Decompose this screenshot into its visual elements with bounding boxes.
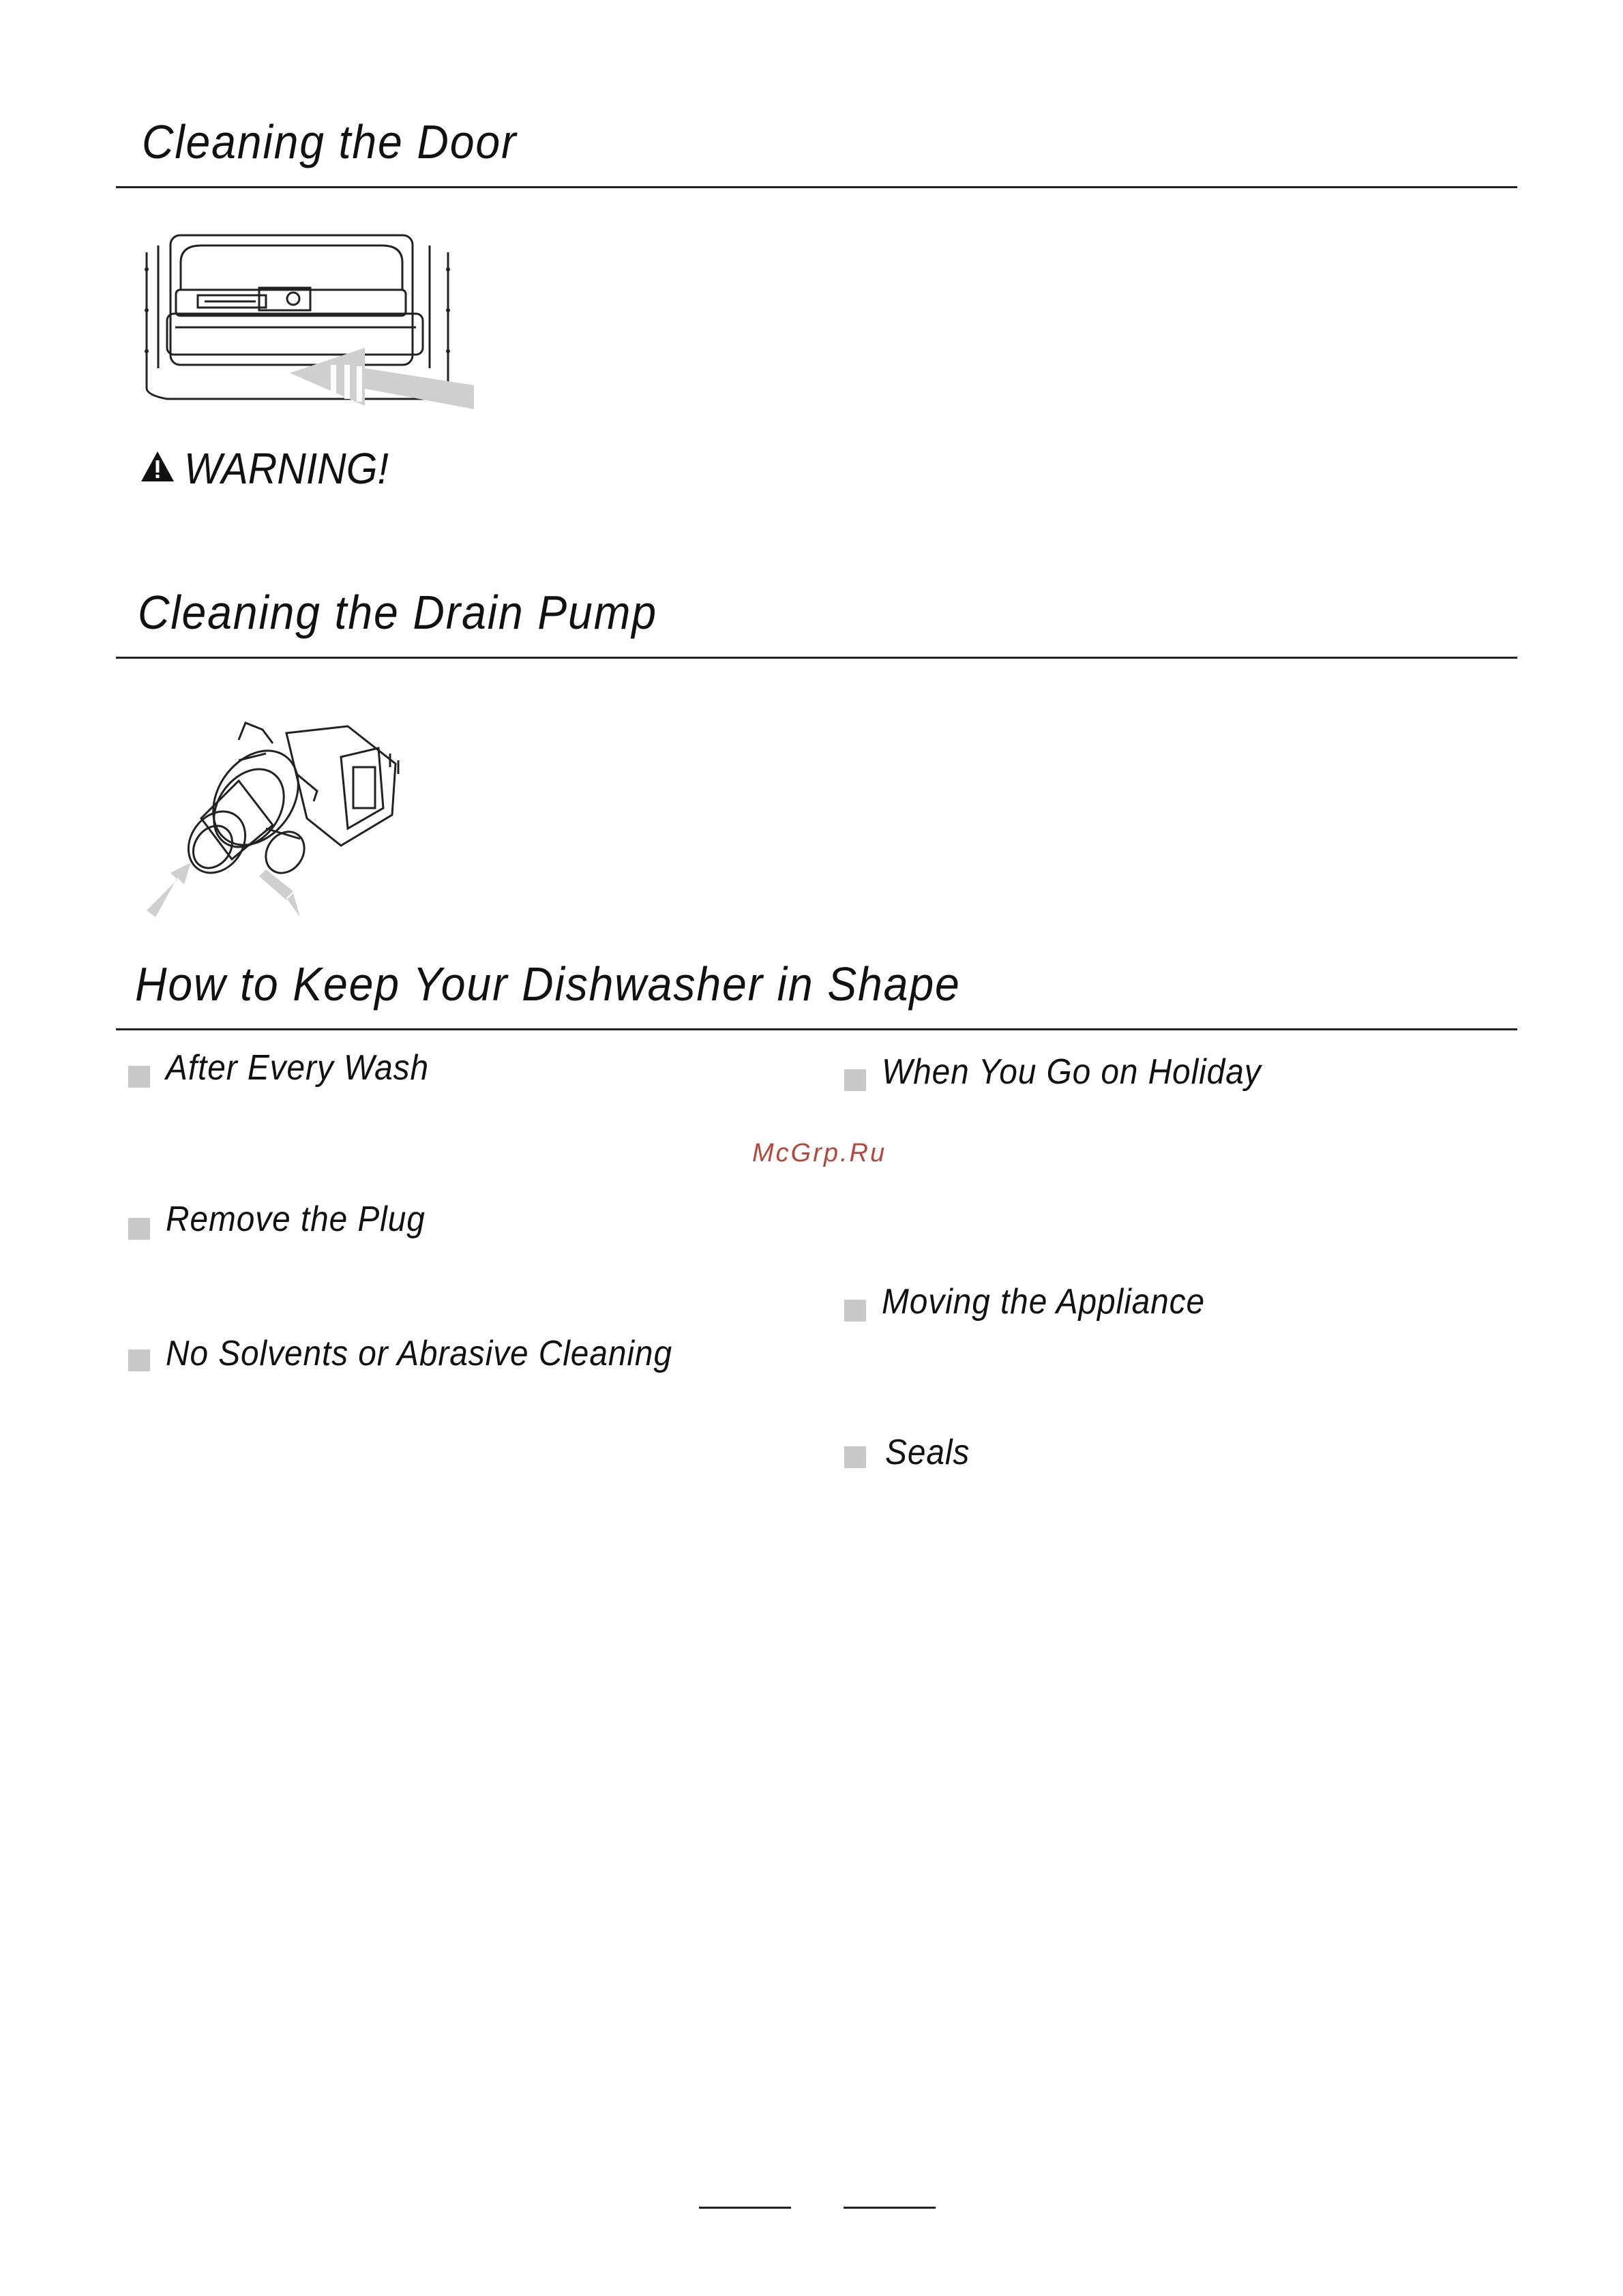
subhead-no-solvents: No Solvents or Abrasive Cleaning	[166, 1334, 672, 1373]
watermark[interactable]: McGrp.Ru	[752, 1139, 887, 1167]
square-bullet-icon	[128, 1218, 150, 1240]
subhead-moving-the-appliance: Moving the Appliance	[882, 1282, 1206, 1322]
square-bullet-icon	[844, 1300, 866, 1322]
subhead-remove-the-plug: Remove the Plug	[166, 1199, 426, 1239]
warning-label: WARNING!	[184, 444, 389, 493]
square-bullet-icon	[844, 1069, 866, 1091]
square-bullet-icon	[128, 1066, 150, 1088]
subhead-after-every-wash: After Every Wash	[166, 1048, 430, 1088]
section-title-keep-in-shape: How to Keep Your Dishwasher in Shape	[135, 957, 961, 1011]
section-divider	[116, 186, 1517, 188]
footer-line-left	[699, 2207, 791, 2209]
section-title-cleaning-drain-pump: Cleaning the Drain Pump	[138, 586, 657, 639]
section-title-cleaning-door: Cleaning the Door	[142, 115, 518, 168]
door-illustration	[140, 201, 481, 440]
square-bullet-icon	[128, 1350, 150, 1371]
drain-pump-illustration	[136, 706, 409, 924]
subhead-seals: Seals	[885, 1433, 970, 1472]
section-divider	[116, 1028, 1517, 1030]
subhead-when-you-go-on-holiday: When You Go on Holiday	[882, 1052, 1262, 1092]
square-bullet-icon	[844, 1446, 866, 1468]
warning-triangle-icon	[140, 450, 175, 483]
footer-line-right	[844, 2207, 936, 2209]
section-divider	[116, 657, 1517, 659]
